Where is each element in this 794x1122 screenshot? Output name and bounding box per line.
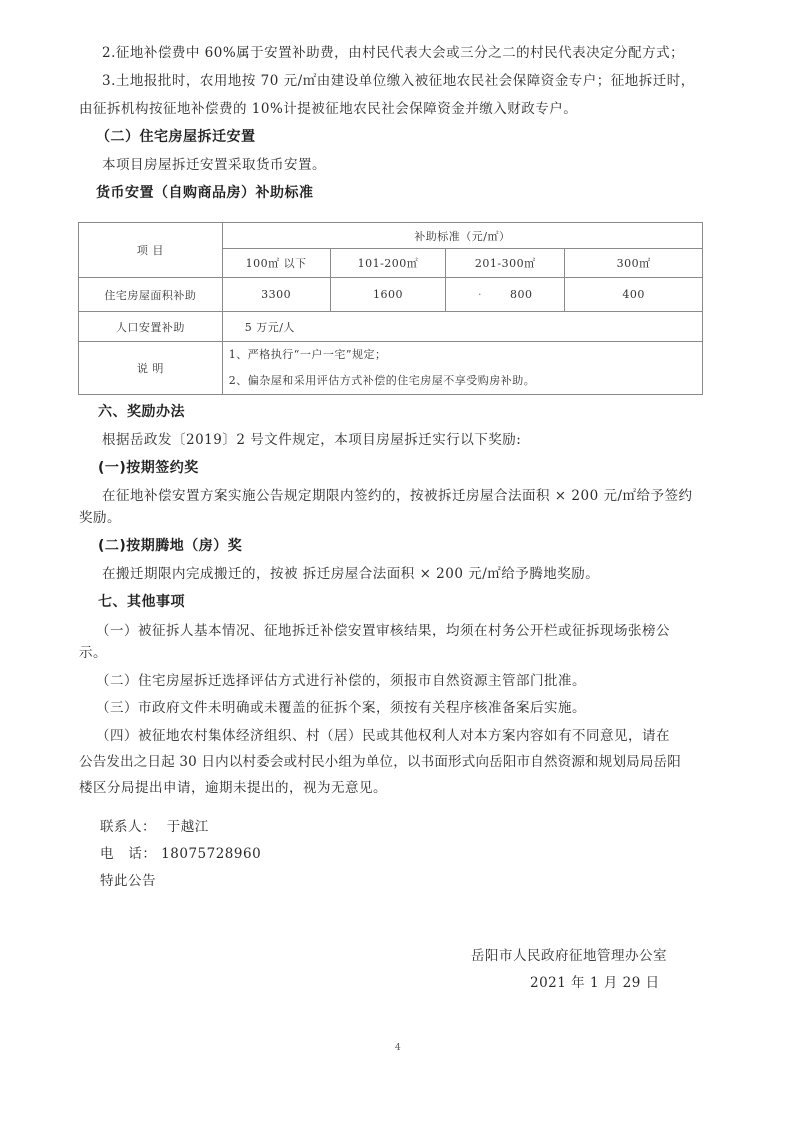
area-range-header: 100㎡ 以下 [222,249,330,278]
signature-organization: 岳阳市人民政府征地管理办公室 [471,948,667,964]
table-row [79,312,703,342]
area-range-header: 300㎡ [565,249,703,278]
paragraph-other-item4-line2: 公告发出之日起 30 日内以村委会或村民小组为单位，以书面形式向岳阳市自然资源和规划局局岳阳 [79,754,681,770]
cell-value: 3300 [222,278,330,312]
cell-merged-value: 5 万元/人 [222,312,702,342]
row-label: 住宅房屋面积补助 [79,278,223,312]
paragraph-housing-intro: 本项目房屋拆迁安置采取货币安置。 [102,157,326,173]
paragraph-other-item1-line2: 示。 [79,645,107,661]
contact-phone-number: 18075728960 [161,846,262,862]
heading-reward: 六、奖励办法 [98,404,185,420]
paragraph-compensation-allocation: 2.征地补偿费中 60%属于安置补助费，由村民代表大会或三分之二的村民代表决定分配方式； [102,45,685,61]
contact-person-name: 于越江 [166,819,209,835]
area-range-header: 101-200㎡ [330,249,446,278]
cell-notes [222,342,702,395]
contact-person-label: 联系人： [100,819,156,835]
note-line: 1、严格执行“一户一宅”规定； [228,348,387,361]
signature-date: 2021 年 1 月 29 日 [530,975,660,991]
heading-housing-relocation: （二）住宅房屋拆迁安置 [96,129,256,145]
cell-value [446,278,565,312]
cell-value: 400 [565,278,703,312]
paragraph-social-security-line2: 由征拆机构按征地补偿费的 10%计提被征地农民社会保障资金并缴入财政专户。 [79,101,578,117]
paragraph-other-item4-line3: 楼区分局提出申请，逾期未提出的，视为无意见。 [79,780,387,796]
contact-phone-label: 电 话： [100,846,157,862]
table-row [79,342,703,395]
paragraph-other-item3: （三）市政府文件未明确或未覆盖的征拆个案，须按有关程序核准备案后实施。 [96,700,586,716]
header-item: 项 目 [79,223,223,278]
table-title: 货币安置（自购商品房）补助标准 [96,185,314,201]
cell-value-text: 800 [510,288,533,301]
paragraph-other-item1-line1: （一）被征拆人基本情况、征地拆迁补偿安置审核结果，均须在村务公开栏或征拆现场张榜公 [96,623,670,639]
heading-sign-reward: (一)按期签约奖 [98,460,199,476]
stray-mark: · [478,288,483,301]
area-range-header: 201-300㎡ [446,249,565,278]
heading-other-matters: 七、其他事项 [98,594,185,610]
paragraph-sign-reward-line1: 在征地补偿安置方案实施公告规定期限内签约的，按被拆迁房屋合法面积 × 200 元/㎡给予签约 [102,488,693,504]
table-row [79,278,703,312]
paragraph-sign-reward-line2: 奖励。 [79,510,121,526]
paragraph-other-item4-line1: （四）被征地农村集体经济组织、村（居）民或其他权利人对本方案内容如有不同意见，请在 [96,728,670,744]
header-standard: 补助标准（元/㎡） [222,223,702,249]
paragraph-vacate-reward: 在搬迁期限内完成搬迁的，按被 拆迁房屋合法面积 × 200 元/㎡给予腾地奖励。 [102,566,600,582]
contact-phone [100,845,261,863]
paragraph-other-item2: （二）住宅房屋拆迁选择评估方式进行补偿的，须报市自然资源主管部门批准。 [96,673,586,689]
closing-statement: 特此公告 [100,873,156,889]
row-label: 说 明 [79,342,223,395]
note-line: 2、偏杂屋和采用评估方式补偿的住宅房屋不享受购房补助。 [228,374,536,387]
heading-vacate-reward: (二)按期腾地（房）奖 [98,538,243,554]
page-number: 4 [395,1043,401,1053]
paragraph-social-security-line1: 3.土地报批时，农用地按 70 元/㎡由建设单位缴入被征地农民社会保障资金专户；征地拆迁时， [102,73,695,89]
contact-person [100,818,209,836]
subsidy-standard-table [78,222,703,395]
cell-value: 1600 [330,278,446,312]
row-label: 人口安置补助 [79,312,223,342]
paragraph-reward-intro: 根据岳政发〔2019〕2 号文件规定，本项目房屋拆迁实行以下奖励: [102,432,522,448]
